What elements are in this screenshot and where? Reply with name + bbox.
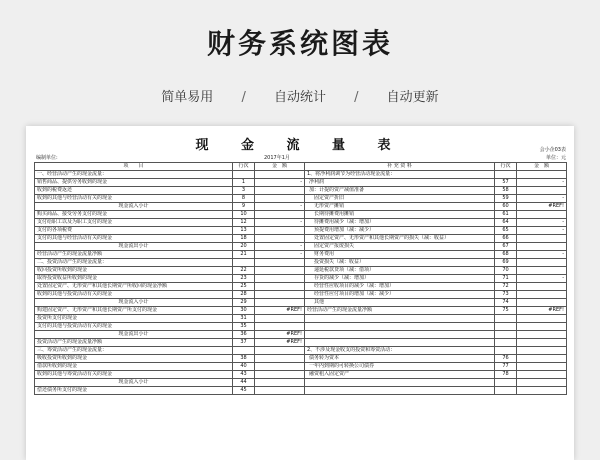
table-row	[35, 307, 567, 315]
item-label: 借款所收到的现金	[35, 363, 233, 371]
amount-cell: -	[517, 179, 567, 187]
table-row	[35, 347, 567, 355]
item-label: 二、投资活动产生的现金流量：	[35, 259, 233, 267]
item-label: 经营活动产生的现金流量净额	[35, 251, 233, 259]
table-row	[35, 251, 567, 259]
line-number: 1	[233, 179, 255, 187]
amount-cell	[517, 387, 567, 395]
amount-cell: -	[255, 179, 305, 187]
line-number	[495, 315, 517, 323]
line-number: 61	[495, 211, 517, 219]
table-row	[35, 179, 567, 187]
amount-cell	[517, 355, 567, 363]
amount-cell	[255, 387, 305, 395]
amount-cell	[517, 259, 567, 267]
line-number: 72	[495, 283, 517, 291]
table-row	[35, 195, 567, 203]
table-row	[35, 235, 567, 243]
table-row	[35, 259, 567, 267]
line-number: 66	[495, 235, 517, 243]
item-label: 一、经营活动产生的现金流量：	[35, 171, 233, 179]
line-number: 21	[233, 251, 255, 259]
amount-cell	[517, 347, 567, 355]
amount-cell	[255, 267, 305, 275]
line-number: 44	[233, 379, 255, 387]
item-label: 现金流入小计	[35, 299, 233, 307]
supp-item-label	[305, 339, 495, 347]
col-header-line: 行次	[495, 163, 517, 171]
amount-cell: -	[255, 251, 305, 259]
supp-item-label	[305, 331, 495, 339]
supp-item-label: 2、不涉及现金收支的投资和筹资活动：	[305, 347, 495, 355]
line-number: 68	[495, 251, 517, 259]
supp-item-label: 固定资产报废损失	[305, 243, 495, 251]
supp-item-label: 递延税款贷项（减：借项）	[305, 267, 495, 275]
amount-cell	[517, 267, 567, 275]
line-number: 10	[233, 211, 255, 219]
amount-cell	[255, 371, 305, 379]
line-number: 13	[233, 227, 255, 235]
supp-item-label: 长期待摊费用摊销	[305, 211, 495, 219]
item-label: 吸收投资所收到的现金	[35, 355, 233, 363]
amount-cell	[517, 283, 567, 291]
feature-auto-update: 自动更新	[386, 90, 439, 105]
supp-item-label: 经营活动产生的现金流量净额	[305, 307, 495, 315]
line-number: 70	[495, 267, 517, 275]
item-label: 支付的其他与投资活动有关的现金	[35, 323, 233, 331]
amount-cell: #REF!	[255, 339, 305, 347]
amount-cell: -	[517, 251, 567, 259]
line-number: 35	[233, 323, 255, 331]
line-number	[495, 171, 517, 179]
line-number: 67	[495, 243, 517, 251]
supp-item-label	[305, 387, 495, 395]
amount-cell	[517, 299, 567, 307]
line-number: 37	[233, 339, 255, 347]
amount-cell: #REF!	[255, 331, 305, 339]
line-number	[495, 339, 517, 347]
table-row	[35, 315, 567, 323]
line-number: 30	[233, 307, 255, 315]
table-row	[35, 171, 567, 179]
supp-item-label: 融资租入固定资产	[305, 371, 495, 379]
table-row	[35, 211, 567, 219]
item-label: 收到的其他与经营活动有关的现金	[35, 195, 233, 203]
amount-cell	[517, 187, 567, 195]
feature-auto-stats: 自动统计	[273, 90, 326, 105]
amount-cell	[255, 275, 305, 283]
report-date: 2017年1月	[264, 155, 290, 161]
supp-item-label: 净利润	[305, 179, 495, 187]
form-code: 会小企03表	[539, 147, 566, 153]
amount-cell	[255, 283, 305, 291]
supp-item-label: 加：计提的资产减值准备	[305, 187, 495, 195]
amount-cell	[255, 235, 305, 243]
col-header-amount: 金 额	[517, 163, 567, 171]
amount-cell	[517, 363, 567, 371]
line-number: 75	[495, 307, 517, 315]
line-number: 8	[233, 195, 255, 203]
line-number: 74	[495, 299, 517, 307]
item-label: 购建固定资产、无形资产和其他长期资产所支付的现金	[35, 307, 233, 315]
item-label: 投资所支付的现金	[35, 315, 233, 323]
sheet-title: 现 金 流 量 表	[195, 138, 405, 153]
line-number: 31	[233, 315, 255, 323]
table-row	[35, 243, 567, 251]
amount-cell	[255, 211, 305, 219]
line-number	[495, 379, 517, 387]
line-number: 58	[495, 187, 517, 195]
amount-cell	[255, 187, 305, 195]
line-number: 40	[233, 363, 255, 371]
amount-cell	[517, 339, 567, 347]
unit-label: 单位：元	[545, 155, 566, 161]
line-number: 71	[495, 275, 517, 283]
item-label: 偿还债务所支付的现金	[35, 387, 233, 395]
item-label: 处置固定资产、无形资产和其他长期资产所收回的现金净额	[35, 283, 233, 291]
amount-cell	[517, 211, 567, 219]
item-label: 收回投资所收到的现金	[35, 267, 233, 275]
item-label: 现金流入小计	[35, 203, 233, 211]
table-row	[35, 283, 567, 291]
col-header-amount: 金 额	[255, 163, 305, 171]
supp-item-label: 处置固定资产、无形资产和其他长期资产的损失（减：收益）	[305, 235, 495, 243]
item-label: 投资活动产生的现金流量净额	[35, 339, 233, 347]
line-number: 65	[495, 227, 517, 235]
line-number	[233, 171, 255, 179]
item-label: 支付的各项税费	[35, 227, 233, 235]
amount-cell	[255, 355, 305, 363]
line-number: 29	[233, 299, 255, 307]
supp-item-label: 其他	[305, 299, 495, 307]
line-number: 22	[233, 267, 255, 275]
line-number: 60	[495, 203, 517, 211]
table-row	[35, 339, 567, 347]
amount-cell: -	[517, 275, 567, 283]
amount-cell: #REF!	[255, 307, 305, 315]
supp-item-label	[305, 379, 495, 387]
amount-cell: -	[517, 227, 567, 235]
amount-cell: #REF!	[517, 307, 567, 315]
line-number: 12	[233, 219, 255, 227]
line-number: 59	[495, 195, 517, 203]
supp-item-label: 无形资产摊销	[305, 203, 495, 211]
amount-cell	[517, 171, 567, 179]
amount-cell	[517, 371, 567, 379]
line-number: 78	[495, 371, 517, 379]
feature-separator: /	[241, 90, 246, 105]
item-label: 收到的税费返还	[35, 187, 233, 195]
line-number: 9	[233, 203, 255, 211]
amount-cell	[517, 331, 567, 339]
line-number: 28	[233, 291, 255, 299]
table-row	[35, 379, 567, 387]
col-header-supp: 补 充 资 料	[305, 163, 495, 171]
cash-flow-sheet	[26, 126, 574, 460]
col-header-line: 行次	[233, 163, 255, 171]
supp-item-label: 债务转为资本	[305, 355, 495, 363]
supp-item-label: 预提费用增加（减：减少）	[305, 227, 495, 235]
line-number: 64	[495, 219, 517, 227]
table-row	[35, 355, 567, 363]
amount-cell	[517, 243, 567, 251]
line-number: 43	[233, 371, 255, 379]
amount-cell	[255, 315, 305, 323]
amount-cell	[255, 363, 305, 371]
item-label: 取得投资收益所收到的现金	[35, 275, 233, 283]
supp-item-label: 财务费用	[305, 251, 495, 259]
table-row	[35, 227, 567, 235]
table-row	[35, 275, 567, 283]
item-label: 收到的其他与投资活动有关的现金	[35, 291, 233, 299]
supp-item-label: 一年内到期的可转换公司债券	[305, 363, 495, 371]
table-row	[35, 267, 567, 275]
amount-cell	[517, 291, 567, 299]
line-number: 69	[495, 259, 517, 267]
supp-item-label: 1、将净利润调节为经营活动现金流量：	[305, 171, 495, 179]
line-number	[495, 331, 517, 339]
table-row	[35, 331, 567, 339]
table-row	[35, 203, 567, 211]
amount-cell	[517, 379, 567, 387]
item-label: 三、筹资活动产生的现金流量：	[35, 347, 233, 355]
org-label: 编制单位:	[36, 155, 58, 161]
item-label: 购买商品、接受劳务支付的现金	[35, 211, 233, 219]
table-row	[35, 363, 567, 371]
feature-easy: 简单易用	[161, 90, 214, 105]
line-number	[233, 259, 255, 267]
line-number: 23	[233, 275, 255, 283]
line-number: 38	[233, 355, 255, 363]
feature-separator: /	[354, 90, 359, 105]
line-number: 18	[233, 235, 255, 243]
item-label: 收到的其他与筹资活动有关的现金	[35, 371, 233, 379]
item-label: 支付的其他与经营活动有关的现金	[35, 235, 233, 243]
supp-item-label: 待摊费用减少（减：增加）	[305, 219, 495, 227]
supp-item-label	[305, 315, 495, 323]
amount-cell: -	[255, 203, 305, 211]
table-row	[35, 219, 567, 227]
amount-cell: -	[517, 195, 567, 203]
item-label: 现金流入小计	[35, 379, 233, 387]
supp-item-label	[305, 323, 495, 331]
table-row	[35, 299, 567, 307]
amount-cell	[255, 259, 305, 267]
line-number: 3	[233, 187, 255, 195]
col-header-item: 项 目	[35, 163, 233, 171]
supp-item-label: 投资损失（减：收益）	[305, 259, 495, 267]
amount-cell	[255, 171, 305, 179]
table-row	[35, 387, 567, 395]
supp-item-label: 固定资产折旧	[305, 195, 495, 203]
item-label: 销售商品、提供劳务收到的现金	[35, 179, 233, 187]
amount-cell	[255, 227, 305, 235]
line-number: 45	[233, 387, 255, 395]
amount-cell	[517, 315, 567, 323]
line-number: 57	[495, 179, 517, 187]
line-number: 36	[233, 331, 255, 339]
amount-cell: -	[255, 219, 305, 227]
amount-cell	[255, 195, 305, 203]
table-row	[35, 323, 567, 331]
table-header-row	[35, 163, 567, 171]
amount-cell: -	[517, 219, 567, 227]
supp-item-label: 经营性应收项目的减少（减：增加）	[305, 283, 495, 291]
amount-cell	[517, 323, 567, 331]
item-label: 支付给职工以及为职工支付的现金	[35, 219, 233, 227]
line-number: 76	[495, 355, 517, 363]
line-number	[233, 347, 255, 355]
amount-cell	[255, 347, 305, 355]
cash-flow-table	[34, 162, 567, 395]
line-number	[495, 323, 517, 331]
line-number	[495, 387, 517, 395]
amount-cell	[255, 299, 305, 307]
line-number: 20	[233, 243, 255, 251]
amount-cell: #REF!	[517, 203, 567, 211]
supp-item-label: 存货的减少（减：增加）	[305, 275, 495, 283]
amount-cell	[517, 235, 567, 243]
item-label: 现金流出小计	[35, 243, 233, 251]
table-row	[35, 371, 567, 379]
feature-list	[0, 86, 600, 105]
line-number: 25	[233, 283, 255, 291]
table-row	[35, 291, 567, 299]
amount-cell: -	[255, 243, 305, 251]
amount-cell	[255, 379, 305, 387]
amount-cell	[255, 323, 305, 331]
supp-item-label: 经营性应付项目的增加（减：减少）	[305, 291, 495, 299]
amount-cell	[255, 291, 305, 299]
page-title: 财务系统图表	[206, 27, 393, 60]
line-number: 73	[495, 291, 517, 299]
table-row	[35, 187, 567, 195]
line-number	[495, 347, 517, 355]
line-number: 77	[495, 363, 517, 371]
item-label: 现金流出小计	[35, 331, 233, 339]
